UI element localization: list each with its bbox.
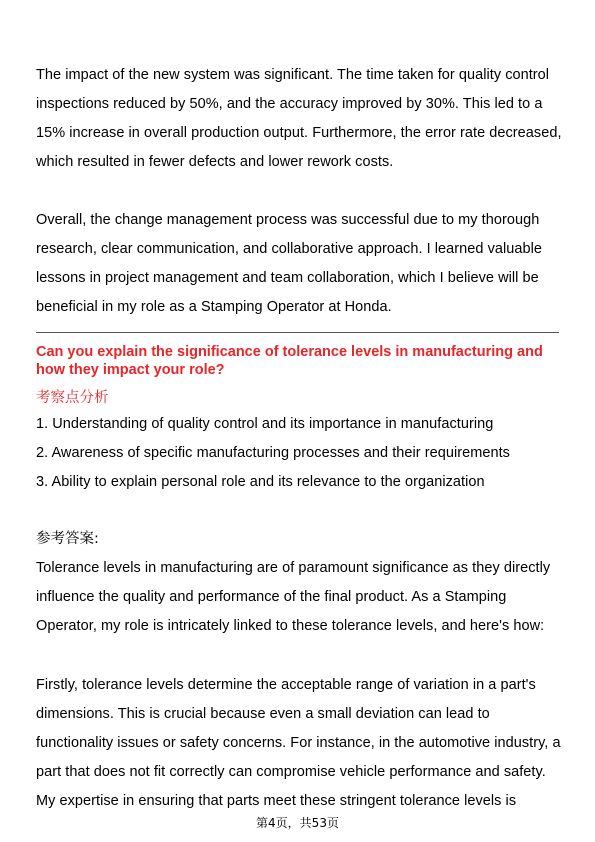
list-item: 3. Ability to explain personal role and its relevance to the organization (36, 474, 485, 490)
page-number-footer: 第4页，共53页 (256, 816, 339, 830)
answer-firstly-paragraph (36, 671, 560, 816)
text-line: part that does not fit correctly can compromise vehicle performance and safety. (36, 764, 546, 780)
text-line: research, clear communication, and collaborative approach. I learned valuable (36, 241, 542, 257)
analysis-points-list (36, 410, 560, 497)
text-line: functionality issues or safety concerns. For instance, in the automotive industry, a (36, 735, 561, 751)
list-item: 1. Understanding of quality control and its importance in manufacturing (36, 416, 494, 432)
text-line: Firstly, tolerance levels determine the acceptable range of variation in a part's (36, 677, 536, 693)
answer-heading: 参考答案: (36, 531, 99, 547)
question-line: how they impact your role? (36, 362, 225, 378)
text-line: inspections reduced by 50%, and the accuracy improved by 30%. This led to a (36, 96, 543, 112)
question-line: Can you explain the significance of tolerance levels in manufacturing and (36, 344, 543, 360)
question-heading (36, 343, 560, 379)
overall-paragraph (36, 206, 560, 322)
text-line: Tolerance levels in manufacturing are of paramount significance as they directly (36, 560, 551, 576)
text-line: which resulted in fewer defects and lower rework costs. (36, 154, 394, 170)
analysis-heading: 考察点分析 (36, 390, 109, 406)
list-item: 2. Awareness of specific manufacturing processes and their requirements (36, 445, 510, 461)
text-line: lessons in project management and team collaboration, which I believe will be (36, 270, 539, 286)
section-divider (36, 332, 559, 333)
text-line: influence the quality and performance of the final product. As a Stamping (36, 589, 507, 605)
text-line: beneficial in my role as a Stamping Operator at Honda. (36, 299, 392, 315)
impact-paragraph (36, 61, 560, 177)
text-line: dimensions. This is crucial because even a small deviation can lead to (36, 706, 490, 722)
text-line: Operator, my role is intricately linked to these tolerance levels, and here's how: (36, 618, 545, 634)
text-line: 15% increase in overall production output. Furthermore, the error rate decreased, (36, 125, 562, 141)
text-line: Overall, the change management process was successful due to my thorough (36, 212, 540, 228)
answer-intro-paragraph (36, 554, 560, 641)
text-line: The impact of the new system was significant. The time taken for quality control (36, 67, 550, 83)
text-line: My expertise in ensuring that parts meet these stringent tolerance levels is (36, 793, 517, 809)
